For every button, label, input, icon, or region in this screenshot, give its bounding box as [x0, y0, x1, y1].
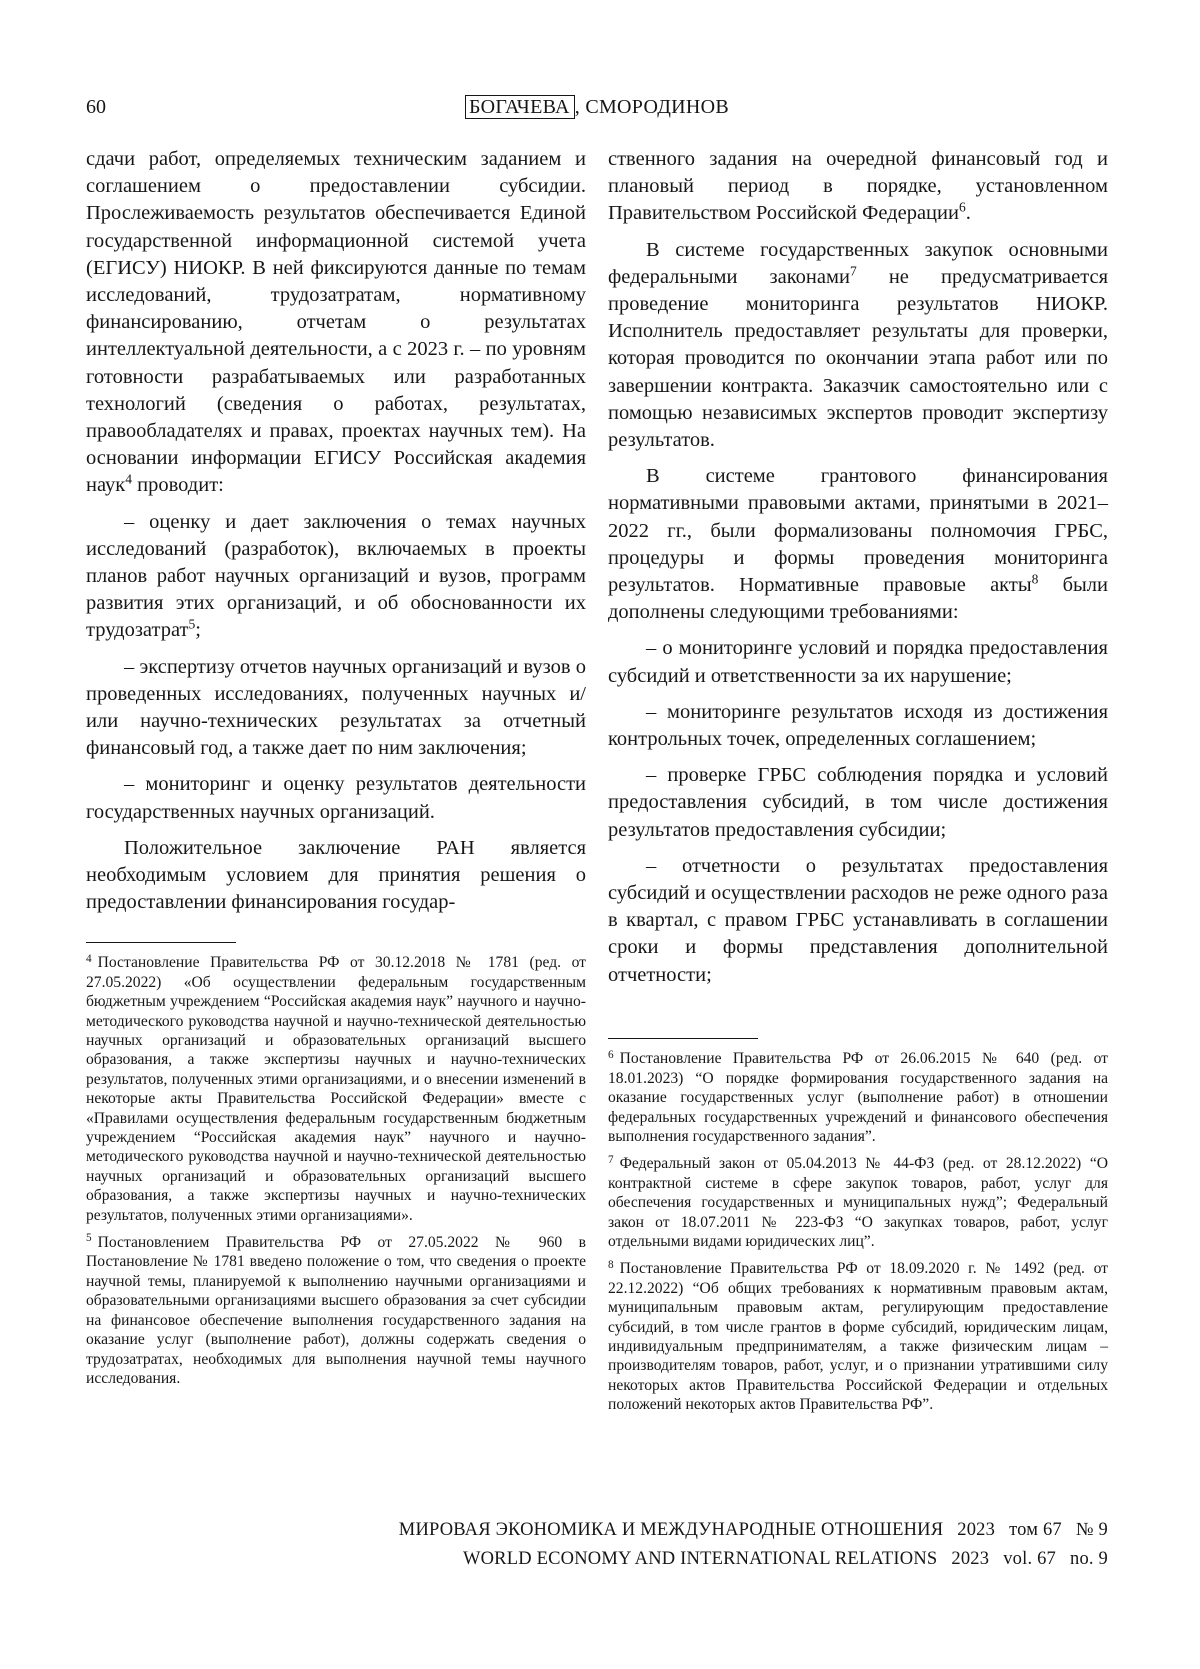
list-item: – проверке ГРБС соблюдения порядка и условий предоставления субсидий, в том числе достижения результатов предоставления субсидии;	[608, 764, 1108, 841]
footnote-number: 5	[86, 1232, 92, 1245]
footnote-5: $^5$ Постановлением Правительства РФ от 27.05.2022 № 960 в Постановление № 1781 введено положение о том, что сведения о проекте научной темы, планируемой к выполнению научными организациями и образовательными организациями высшего образования за счет субсидии на финансовое обеспечение выполнения государственного задания на оказание услуг (выполнение работ), должны содержать сведения о трудозатратах, необходимых для выполнения научной темы научного исследования.	[86, 1232, 586, 1387]
paragraph: В системе грантового финансирования нормативными правовыми актами, принятыми в 2021–2022 гг., были формализованы полномочия ГРБС, процедуры и формы проведения мониторинга результатов. Нормативные правовые акты$^8$ были дополнены следующими требованиями:	[608, 465, 1108, 624]
footnote-8: $^8$ Постановление Правительства РФ от 18.09.2020 г. № 1492 (ред. от 22.12.2022) “Об общих требованиях к нормативным правовым актам, муниципальным правовым актам, регулирующим предоставление субсидий, в том числе грантов в форме субсидий, юридическим лицам, индивидуальным предпринимателям, а также физическим лицам – производителям товаров, работ, услуг, и о признании утратившими силу некоторых актов Правительства Российской Федерации и отдельных положений некоторых актов Правительства РФ”.	[608, 1258, 1108, 1414]
paragraph: ственного задания на очередной финансовый год и плановый период в порядке, установленном Правительством Российской Федерации$^6$.	[608, 148, 1108, 225]
journal-footer-ru	[300, 1518, 1108, 1542]
footnote-divider	[608, 1038, 758, 1039]
footnote-6: $^6$ Постановление Правительства РФ от 26.06.2015 № 640 (ред. от 18.01.2023) “О порядке формирования государственного задания на оказание государственных услуг (выполнение работ) в отношении федеральных государственных учреждений и финансового обеспечения выполнения государственного задания”.	[608, 1048, 1108, 1146]
paragraph: Положительное заключение РАН является необходимым условием для принятия решения о предоставлении финансирования государ-	[86, 836, 586, 914]
footnotes-left	[86, 942, 586, 1394]
journal-title-ru: МИРОВАЯ ЭКОНОМИКА И МЕЖДУНАРОДНЫЕ ОТНОШЕНИЯ	[398, 1520, 944, 1540]
footnote-number: 4	[86, 952, 92, 965]
running-title	[86, 93, 1108, 121]
footnote-number: 7	[608, 1153, 614, 1166]
footnote-4: $^4$ Постановление Правительства РФ от 30.12.2018 № 1781 (ред. от 27.05.2022) «Об осуществлении федеральным государственным бюджетным учреждением “Российская академия наук” научного и научно-методического руководства научной и научно-технической деятельностью научных организаций и образовательных организаций высшего образования, а также экспертизы научных и научно-технических результатов, полученных этими организациями, и о внесении изменений в некоторые акты Правительства Российской Федерации» вместе с «Правилами осуществления федеральным государственным бюджетным учреждением “Российская академия наук” научного и научно-методического руководства научной и научно-технической деятельностью научных организаций и образовательных организаций высшего образования, а также экспертизы научных и научно-технических результатов, полученных этими организациями».	[86, 952, 586, 1224]
list-item: – мониторинге результатов исходя из достижения контрольных точек, определенных соглашением;	[608, 700, 1108, 751]
footnote-ref-7[interactable]: 7	[849, 263, 857, 279]
footnote-number: 6	[608, 1048, 614, 1061]
list-item: – экспертизу отчетов научных организаций и вузов о проведенных исследованиях, полученных научных и/или научно-технических результатах за отчетный финансовый год, а также дает по ним заключения;	[86, 655, 586, 760]
footnote-ref-5[interactable]: 5	[188, 617, 196, 633]
paragraph: В системе государственных закупок основными федеральными законами$^7$ не предусматривается проведение мониторинга результатов НИОКР. Исполнитель предоставляет результаты для проверки, которая проводится по окончании этапа работ или по завершении контракта. Заказчик самостоятельно или с помощью независимых экспертов проводит экспертизу результатов.	[608, 238, 1108, 452]
author-boxed-name: БОГАЧЕВА	[465, 95, 575, 119]
journal-year: 2023	[957, 1520, 996, 1540]
author-second-name: , СМОРОДИНОВ	[574, 96, 730, 118]
footnote-ref-8[interactable]: 8	[1031, 571, 1039, 587]
footnote-ref-6[interactable]: 6	[958, 199, 966, 215]
journal-title-en: WORLD ECONOMY AND INTERNATIONAL RELATIONS	[462, 1549, 938, 1569]
list-item: – отчетности о результатах предоставления субсидий и осуществлении расходов не реже одного раза в квартал, с правом ГРБС устанавливать в соглашении сроки и формы представления дополнительной отчетности;	[608, 854, 1108, 986]
page-number: 60	[86, 96, 106, 118]
right-column	[608, 146, 1108, 998]
footnote-7: $^7$ Федеральный закон от 05.04.2013 № 44-ФЗ (ред. от 28.12.2022) “О контрактной системе в сфере закупок товаров, работ, услуг для обеспечения государственных и муниципальных нужд”; Федеральный закон от 18.07.2011 № 223-ФЗ “О закупках товаров, работ, услуг отдельными видами юридических лиц”.	[608, 1153, 1108, 1251]
list-item: – о мониторинге условий и порядка предоставления субсидий и ответственности за их нарушение;	[608, 637, 1108, 687]
list-item: – мониторинг и оценку результатов деятельности государственных научных организаций.	[86, 773, 586, 823]
journal-issue: no. 9	[1070, 1549, 1108, 1569]
left-column	[86, 146, 586, 925]
paragraph: сдачи работ, определяемых техническим заданием и соглашением о предоставлении субсидии. Прослеживаемость результатов обеспечивается Единой государственной информационной системой учета (ЕГИСУ) НИОКР. В ней фиксируются данные по темам исследований, трудозатратам, нормативному финансированию, отчетам о результатах интеллектуальной деятельности, а с 2023 г. – по уровням готовности разрабатываемых или разработанных технологий (сведения о работах, результатах, правообладателях и правах, проектах научных тем). На основании информации ЕГИСУ Российская академия наук$^4$ проводит:	[86, 148, 586, 497]
footnote-number: 8	[608, 1258, 614, 1271]
journal-footer-en	[300, 1547, 1108, 1571]
page-header	[86, 93, 1108, 123]
list-item: – оценку и дает заключения о темах научных исследований (разработок), включаемых в проекты планов работ научных организаций и вузов, программ развития этих организаций, и об обоснованности их трудозатрат$^5$;	[86, 510, 586, 642]
journal-issue: № 9	[1075, 1520, 1108, 1540]
journal-volume: том 67	[1009, 1520, 1062, 1540]
journal-volume: vol. 67	[1003, 1549, 1056, 1569]
footnotes-right	[608, 1038, 1108, 1421]
footnote-divider	[86, 942, 236, 943]
journal-year: 2023	[951, 1549, 990, 1569]
footnote-ref-4[interactable]: 4	[125, 472, 133, 487]
